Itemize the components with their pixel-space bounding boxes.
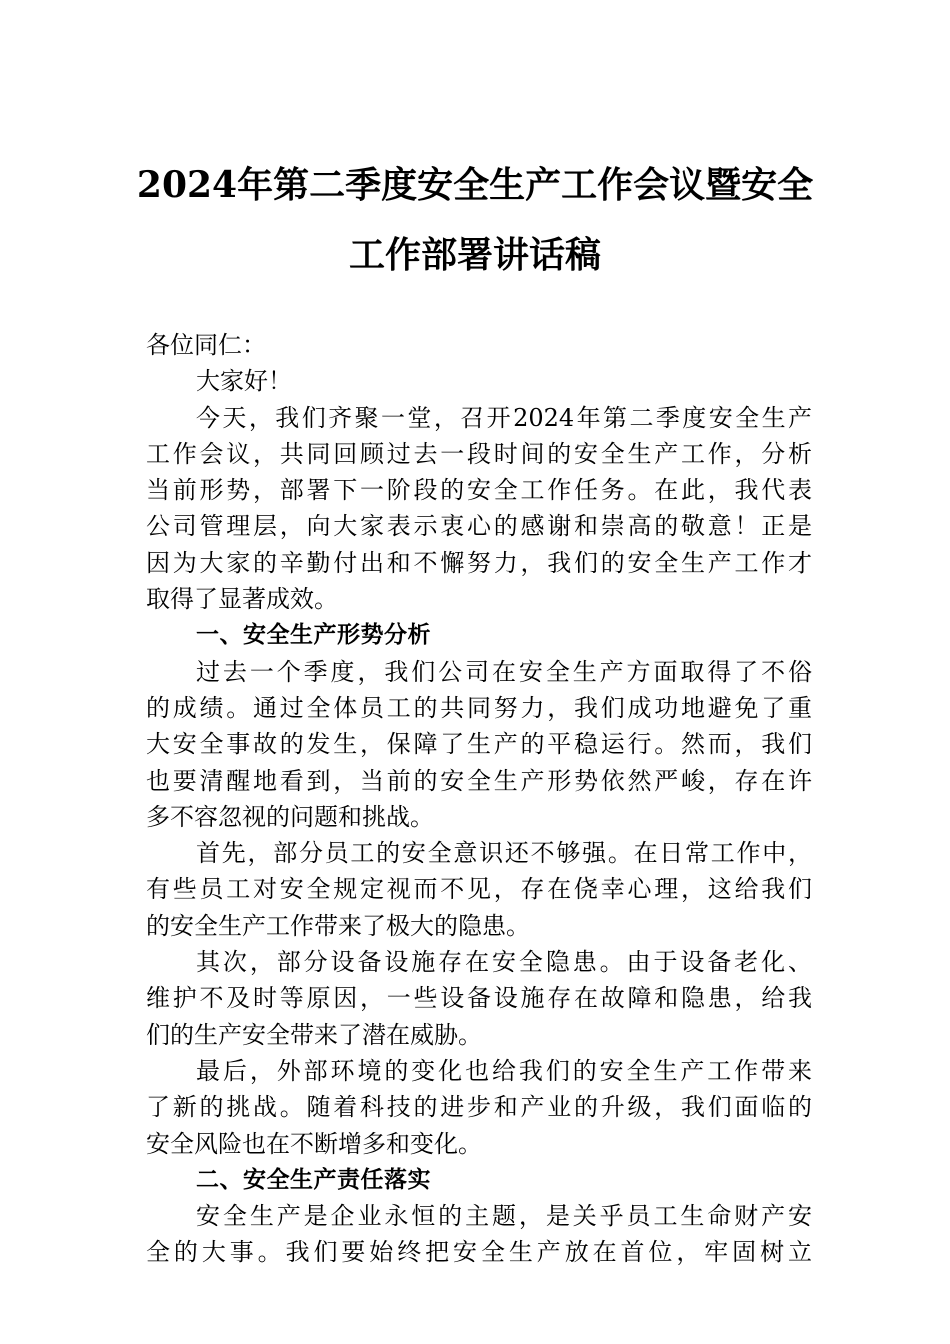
document-title-line-2: 工作部署讲话稿 [348,234,601,276]
paragraph-line: 首先，部分员工的安全意识还不够强。在日常工作中， [196,839,812,868]
paragraph-line: 当前形势，部署下一阶段的安全工作任务。在此，我代表 [146,476,812,505]
paragraph-line: 有些员工对安全规定视而不见，存在侥幸心理，这给我们 [146,875,812,904]
paragraph-line: 全的大事。我们要始终把安全生产放在首位，牢固树立 [146,1238,812,1267]
section-heading: 二、安全生产责任落实 [196,1166,431,1193]
paragraph-line: 维护不及时等原因，一些设备设施存在故障和隐患，给我 [146,984,812,1013]
paragraph-line: 安全风险也在不断增多和变化。 [146,1129,482,1158]
paragraph-line: 了新的挑战。随着科技的进步和产业的升级，我们面临的 [146,1093,812,1122]
paragraph-line: 安全生产是企业永恒的主题，是关乎员工生命财产安 [196,1202,812,1231]
document-title-line-1: 2024年第二季度安全生产工作会议暨安全 [136,164,814,206]
section-heading: 一、安全生产形势分析 [196,622,431,649]
paragraph-line: 也要清醒地看到，当前的安全生产形势依然严峻，存在许 [146,766,812,795]
paragraph-line: 们的生产安全带来了潜在威胁。 [146,1020,482,1049]
paragraph-line: 的成绩。通过全体员工的共同努力，我们成功地避免了重 [146,693,812,722]
paragraph-line: 多不容忽视的问题和挑战。 [146,802,434,831]
salutation: 各位同仁： [146,331,266,359]
paragraph-line: 大安全事故的发生，保障了生产的平稳运行。然而，我们 [146,730,812,759]
paragraph-line: 的安全生产工作带来了极大的隐患。 [146,911,530,940]
paragraph-line: 其次，部分设备设施存在安全隐患。由于设备老化、 [196,948,812,977]
paragraph-line: 公司管理层，向大家表示衷心的感谢和崇高的敬意！正是 [146,512,812,541]
paragraph-line: 最后，外部环境的变化也给我们的安全生产工作带来 [196,1056,812,1085]
paragraph-line: 取得了显著成效。 [146,585,338,614]
document-body [146,327,812,1271]
greeting: 大家好！ [196,367,292,396]
paragraph-line: 工作会议，共同回顾过去一段时间的安全生产工作，分析 [146,439,812,468]
paragraph-line: 过去一个季度，我们公司在安全生产方面取得了不俗 [196,657,812,686]
paragraph-line: 因为大家的辛勤付出和不懈努力，我们的安全生产工作才 [146,548,812,577]
paragraph-line: 今天，我们齐聚一堂，召开2024年第二季度安全生产 [196,403,812,432]
